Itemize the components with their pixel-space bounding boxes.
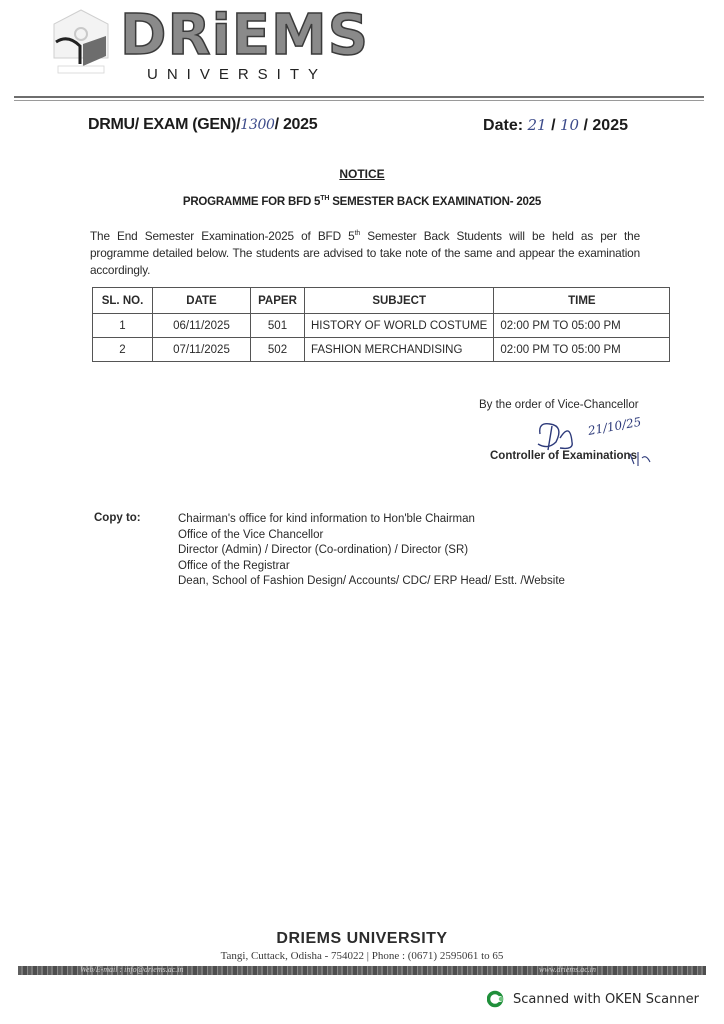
list-item: Director (Admin) / Director (Co-ordination) / Director (SR) xyxy=(178,544,469,556)
footer-bar xyxy=(18,966,706,975)
notice-body-post: Semester Back Students will be held as per the programme detailed below. The students are advised to take note of the same and appear the examination accordingly. xyxy=(90,228,640,277)
copy-to-label: Copy to: xyxy=(94,512,141,524)
date-year: / 2025 xyxy=(583,117,628,134)
by-order-line: By the order of Vice-Chancellor xyxy=(479,399,639,411)
list-item: Office of the Vice Chancellor xyxy=(178,528,324,541)
list-item: Office of the Registrar xyxy=(178,559,290,572)
cell-paper: 502 xyxy=(251,338,305,362)
date-day-handwritten: 21 xyxy=(527,116,547,134)
table-header-row xyxy=(93,288,670,314)
date-month-handwritten: 10 xyxy=(559,116,580,134)
scanner-watermark-text: Scanned with OKEN Scanner xyxy=(513,991,699,1007)
oken-scanner-logo-icon xyxy=(487,990,505,1008)
header-divider xyxy=(14,96,704,101)
reference-prefix: DRMU/ EXAM (GEN)/ xyxy=(88,116,241,133)
university-logo-subtitle: UNIVERSITY xyxy=(147,66,328,83)
reference-suffix: / 2025 xyxy=(274,116,318,133)
programme-title-pre: PROGRAMME FOR BFD 5 xyxy=(182,195,321,208)
footer-address: Tangi, Cuttack, Odisha - 754022 | Phone : (0671) 2595061 to 65 xyxy=(220,950,504,962)
university-emblem xyxy=(50,8,112,76)
table-row xyxy=(93,338,670,362)
header-time: TIME xyxy=(494,288,670,314)
copy-to-list xyxy=(178,512,565,590)
footer-website: www.driems.ac.in xyxy=(539,965,596,974)
controller-designation: Controller of Examinations xyxy=(490,450,637,462)
notice-date xyxy=(483,116,628,135)
footer-university-name: DRIEMS UNIVERSITY xyxy=(276,930,448,947)
exam-schedule-table xyxy=(92,287,670,362)
notice-title: NOTICE xyxy=(339,167,385,181)
date-separator: / xyxy=(551,117,556,134)
programme-title-post: SEMESTER BACK EXAMINATION- 2025 xyxy=(329,195,542,208)
signature-initial-mark xyxy=(628,450,658,468)
date-label: Date: xyxy=(483,117,524,134)
cell-sl-no: 2 xyxy=(93,338,153,362)
header-paper: PAPER xyxy=(251,288,305,314)
notice-body-sup: th xyxy=(354,230,361,237)
notice-body xyxy=(90,225,640,279)
cell-time: 02:00 PM TO 05:00 PM xyxy=(494,314,670,338)
reference-number-handwritten: 1300 xyxy=(240,117,275,133)
footer-web-email: Web/E-mail : info@driems.ac.in xyxy=(80,965,184,974)
list-item: Chairman's office for kind information to Hon'ble Chairman xyxy=(178,513,475,525)
programme-title-sup: TH xyxy=(320,195,330,202)
reference-number xyxy=(88,116,317,134)
programme-title xyxy=(0,195,724,208)
cell-subject: FASHION MERCHANDISING xyxy=(305,338,494,362)
scanner-watermark xyxy=(487,990,699,1008)
cell-date: 06/11/2025 xyxy=(153,314,251,338)
notice-body-pre: The End Semester Examination-2025 of BFD 5 xyxy=(90,228,355,243)
signature-date-handwritten: 21/10/25 xyxy=(586,414,643,438)
cell-time: 02:00 PM TO 05:00 PM xyxy=(494,338,670,362)
cell-date: 07/11/2025 xyxy=(153,338,251,362)
header-sl-no: SL. NO. xyxy=(93,288,153,314)
cell-sl-no: 1 xyxy=(93,314,153,338)
table-row xyxy=(93,314,670,338)
cell-paper: 501 xyxy=(251,314,305,338)
list-item: Dean, School of Fashion Design/ Accounts/ CDC/ ERP Head/ Estt. /Website xyxy=(178,575,565,587)
header-subject: SUBJECT xyxy=(305,288,494,314)
cell-subject: HISTORY OF WORLD COSTUME xyxy=(305,314,494,338)
university-logo-wordmark: DRiEMS xyxy=(120,3,370,68)
handwritten-signature xyxy=(530,412,590,452)
header-date: DATE xyxy=(153,288,251,314)
